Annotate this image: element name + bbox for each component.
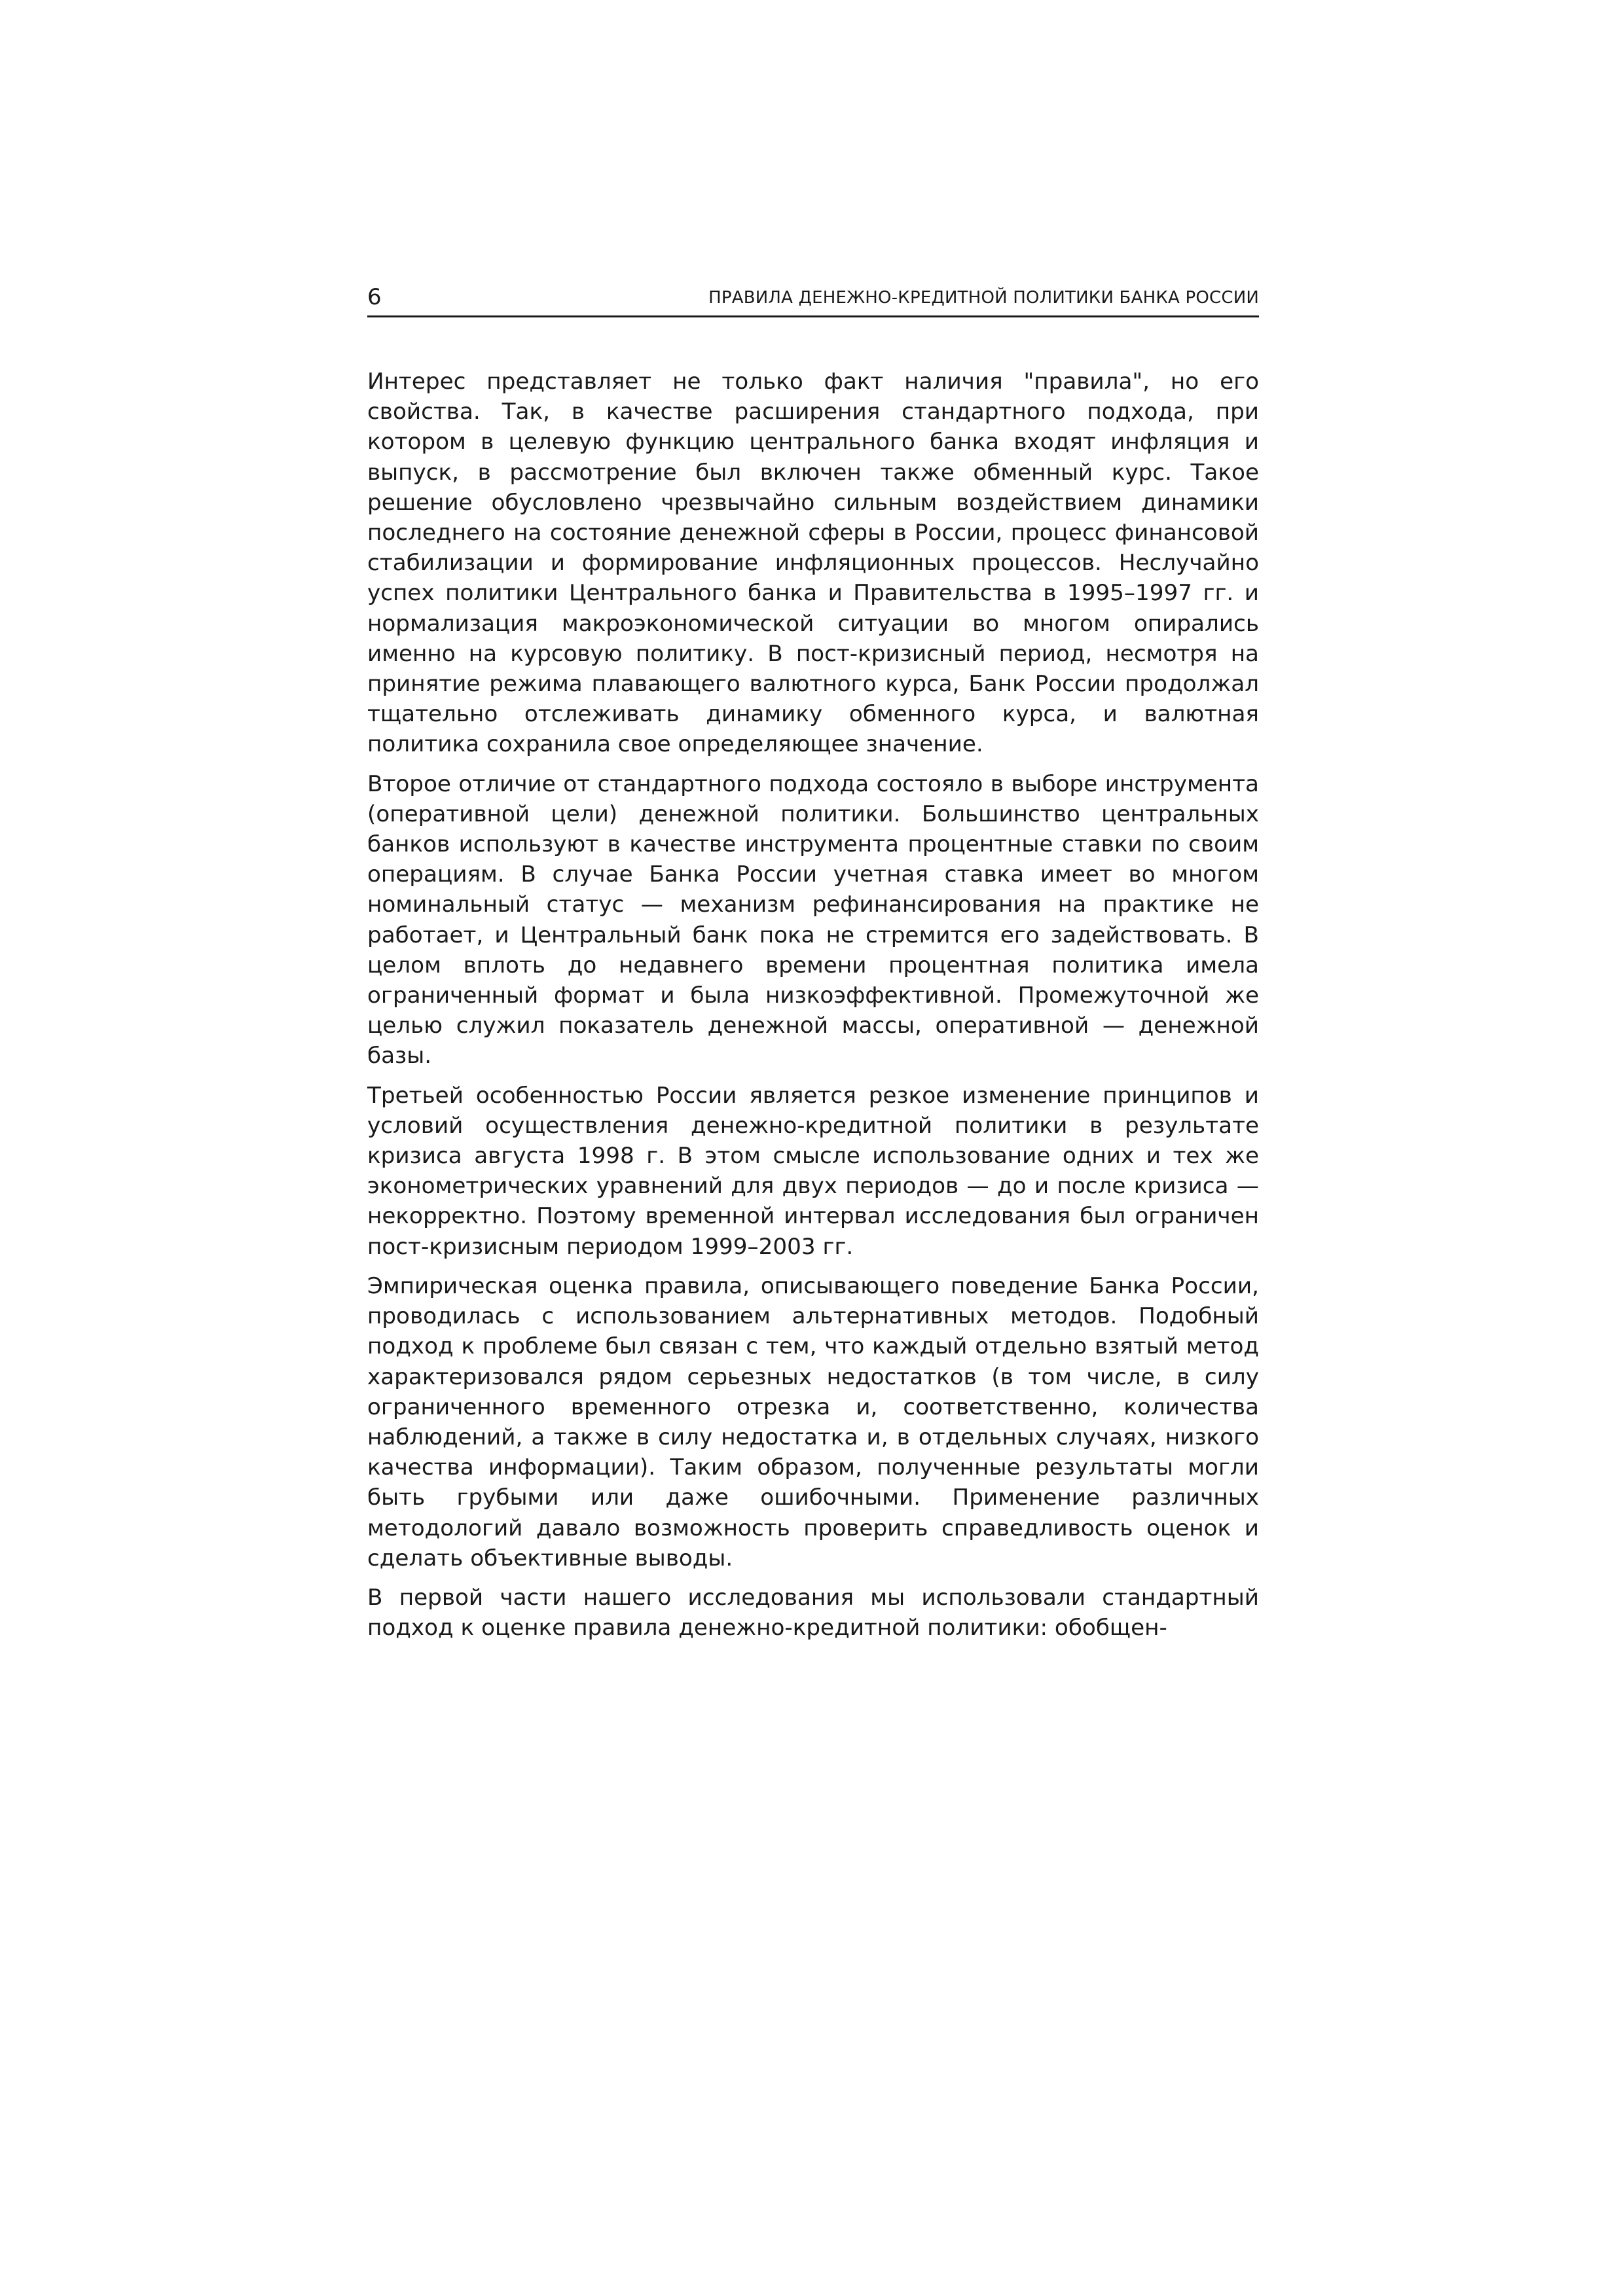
- paragraph-1: Интерес представляет не только факт наличия "правила", но его свойства. Так, в качестве расширения стандартного подхода, при котором в целевую функцию центрального банка входят инфляция и выпуск, в рассмотрение был включен также обменный курс. Такое решение обусловлено чрезвычайно сильным воздействием динамики последнего на состояние денежной сферы в России, процесс финансовой стабилизации и формирование инфляционных процессов. Неслучайно успех политики Центрального банка и Правительства в 1995–1997 гг. и нормализация макроэкономической ситуации во многом опирались именно на курсовую политику. В пост-кризисный период, несмотря на принятие режима плавающего валютного курса, Банк России продолжал тщательно отслеживать динамику обменного курса, и валютная политика сохранила свое определяющее значение.: [367, 368, 1259, 758]
- paragraph-2: Второе отличие от стандартного подхода состояло в выборе инструмента (оперативной цели) денежной политики. Большинство центральных банков используют в качестве инструмента процентные ставки по своим операциям. В случае Банка России учетная ставка имеет во многом номинальный статус — механизм рефинансирования на практике не работает, и Центральный банк пока не стремится его задействовать. В целом вплоть до недавнего времени процентная политика имела ограниченный формат и была низкоэффективной. Промежуточной же целью служил показатель денежной массы, оперативной — денежной базы.: [367, 770, 1259, 1069]
- page-number: 6: [367, 284, 382, 310]
- running-title: ПРАВИЛА ДЕНЕЖНО-КРЕДИТНОЙ ПОЛИТИКИ БАНКА РОССИИ: [708, 288, 1259, 308]
- running-header: [367, 281, 1259, 317]
- paragraph-4: Эмпирическая оценка правила, описывающего поведение Банка России, проводилась с использованием альтернативных методов. Подобный подход к проблеме был связан с тем, что каждый отдельно взятый метод характеризовался рядом серьезных недостатков (в том числе, в силу ограниченного временного отрезка и, соответственно, количества наблюдений, а также в силу недостатка и, в отдельных случаях, низкого качества информации). Таким образом, полученные результаты могли быть грубыми или даже ошибочными. Применение различных методологий давало возможность проверить справедливость оценок и сделать объективные выводы.: [367, 1272, 1259, 1571]
- body-text: [367, 367, 1259, 1652]
- paragraph-3: Третьей особенностью России является резкое изменение принципов и условий осуществления денежно-кредитной политики в результате кризиса августа 1998 г. В этом смысле использование одних и тех же эконометрических уравнений для двух периодов — до и после кризиса — некорректно. Поэтому временной интервал исследования был ограничен пост-кризисным периодом 1999–2003 гг.: [367, 1082, 1259, 1260]
- paragraph-5: В первой части нашего исследования мы использовали стандартный подход к оценке правила денежно-кредитной политики: обобщен-: [367, 1584, 1259, 1641]
